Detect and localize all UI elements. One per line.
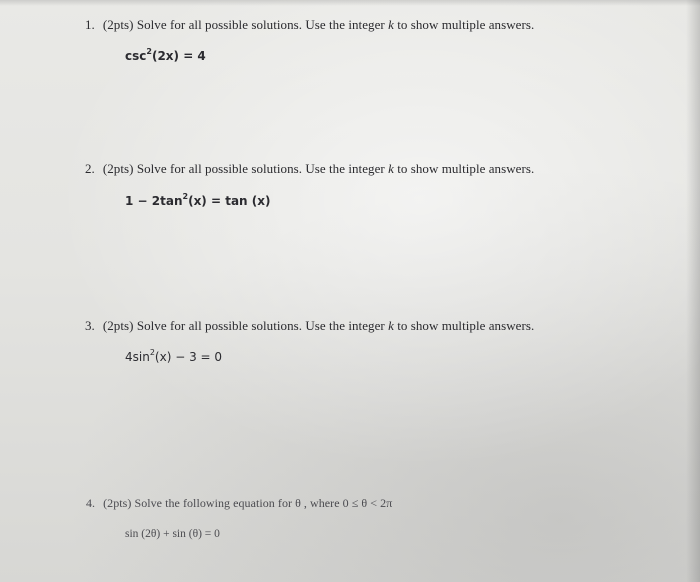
problem-3-var: k [388, 318, 394, 333]
problem-3-text: Solve for all possible solutions. Use the integer [136, 318, 385, 333]
problem-2-number: 2. [85, 161, 95, 176]
problem-2-text-end: to show multiple answers. [397, 161, 535, 176]
problem-4-stem [86, 496, 392, 511]
problem-3-points: (2pts) [102, 318, 134, 333]
problem-1-equation: $\csc^2(2x) = 4$ [125, 47, 206, 63]
problem-1-points: (2pts) [102, 17, 134, 32]
problem-4-equation: sin (2θ) + sin (θ) = 0 [125, 528, 220, 540]
page-shadow-right [686, 0, 700, 582]
problem-1-text: Solve for all possible solutions. Use the integer [136, 17, 385, 32]
problem-1-text-end: to show multiple answers. [397, 17, 535, 32]
problem-2-var: k [388, 161, 394, 176]
problem-4-points: (2pts) [103, 496, 132, 510]
problem-2-text: Solve for all possible solutions. Use the integer [136, 161, 385, 176]
problem-1-stem [85, 17, 534, 33]
problem-2-points: (2pts) [102, 161, 134, 176]
problem-1-var: k [388, 17, 394, 32]
problem-3-stem [85, 318, 534, 334]
problem-3-equation: $4\sin^2(x) - 3 = 0$ [125, 348, 223, 364]
problem-1-number: 1. [85, 17, 95, 32]
problem-4-number: 4. [86, 496, 96, 510]
problem-3-text-end: to show multiple answers. [397, 318, 535, 333]
problem-2-equation: $1 - 2\tan^2(x) = \tan (x)$ [125, 192, 271, 208]
page-shadow-top [0, 0, 700, 6]
problem-2-stem [85, 161, 534, 177]
problem-3-number: 3. [85, 318, 95, 333]
problem-4-text: Solve the following equation for θ , where 0 ≤ θ < 2π [134, 496, 393, 510]
